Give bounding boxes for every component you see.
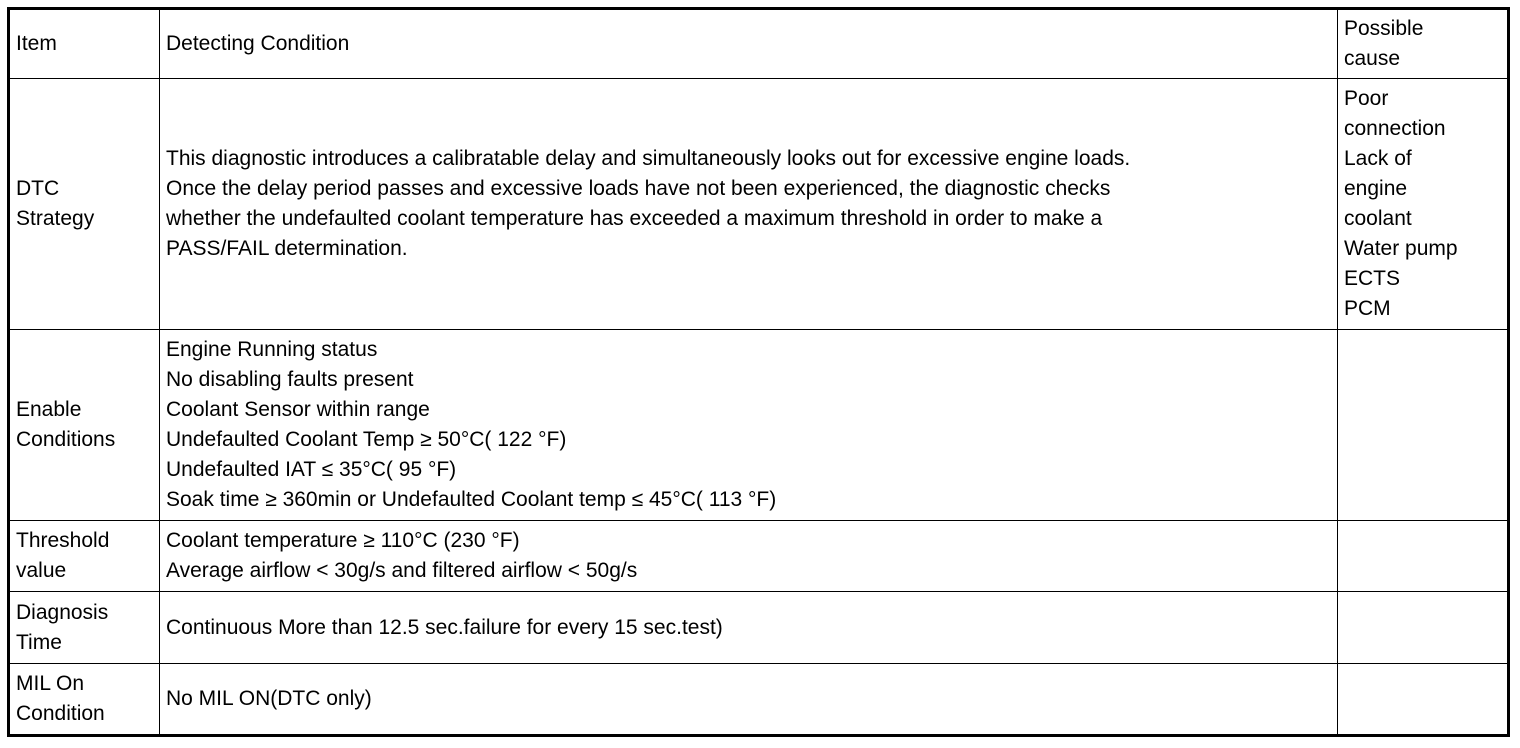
condition-line: Undefaulted Coolant Temp ≥ 50°C( 122 °F) [166,428,567,451]
item-line: Conditions [16,428,116,451]
condition-line: No MIL ON(DTC only) [166,687,372,710]
item-line: Time [16,630,62,654]
item-line: Threshold [16,529,110,552]
header-item [9,9,160,79]
condition-line: whether the undefaulted coolant temperature has exceeded a maximum threshold in order to make a [166,207,1103,230]
diagnosis-time-item [9,592,160,664]
diagnostic-spec-table [7,7,1510,737]
threshold-condition [160,521,1338,592]
item-line: Strategy [16,207,95,230]
cause-line: connection [1344,117,1446,140]
condition-line: Coolant Sensor within range [166,398,430,421]
row-dtc-strategy [9,79,1509,330]
enable-conditions-item [9,330,160,521]
mil-on-item [9,664,160,736]
diagnosis-time-cause [1338,592,1509,664]
cause-line: ECTS [1344,267,1401,290]
header-condition [160,9,1338,79]
header-row [9,9,1509,79]
condition-line: No disabling faults present [166,368,414,391]
cause-line: engine [1344,177,1408,200]
cause-line: coolant [1344,207,1412,230]
condition-line: Coolant temperature ≥ 110°C (230 °F) [166,529,520,552]
item-line: MIL On [16,672,85,695]
condition-line: This diagnostic introduces a calibratable delay and simultaneously looks out for excessive engine loads. [166,147,1131,170]
row-threshold-value [9,521,1509,592]
dtc-strategy-item [9,79,160,330]
cause-line: PCM [1344,297,1391,320]
cause-line: Lack of [1344,147,1412,170]
header-cause-line: Possible [1344,17,1424,40]
condition-line: Average airflow < 30g/s and filtered airflow < 50g/s [166,559,638,582]
header-item-label: Item [16,32,57,55]
header-condition-label: Detecting Condition [166,32,350,55]
condition-line: PASS/FAIL determination. [166,237,408,260]
row-enable-conditions [9,330,1509,521]
diagnosis-time-condition [160,592,1338,664]
dtc-strategy-condition [160,79,1338,330]
condition-line: Undefaulted IAT ≤ 35°C( 95 °F) [166,458,457,481]
cause-line: Water pump [1344,237,1458,260]
cause-line: Poor [1344,87,1389,110]
condition-line: Soak time ≥ 360min or Undefaulted Coolant temp ≤ 45°C( 113 °F) [166,488,777,511]
enable-conditions-condition [160,330,1338,521]
item-line: Condition [16,702,105,725]
threshold-cause [1338,521,1509,592]
threshold-item [9,521,160,592]
enable-conditions-cause [1338,330,1509,521]
item-line: Enable [16,398,82,421]
mil-on-condition [160,664,1338,736]
row-mil-on-condition [9,664,1509,736]
row-diagnosis-time [9,592,1509,664]
header-cause-line: cause [1344,47,1401,70]
dtc-strategy-cause [1338,79,1509,330]
item-line: Diagnosis [16,600,109,624]
mil-on-cause [1338,664,1509,736]
condition-line: Engine Running status [166,338,378,361]
condition-line: Continuous More than 12.5 sec.failure for every 15 sec.test) [166,615,723,639]
item-line: value [16,559,67,582]
condition-line: Once the delay period passes and excessive loads have not been experienced, the diagnostic checks [166,177,1111,200]
header-cause [1338,9,1509,79]
item-line: DTC [16,177,60,200]
